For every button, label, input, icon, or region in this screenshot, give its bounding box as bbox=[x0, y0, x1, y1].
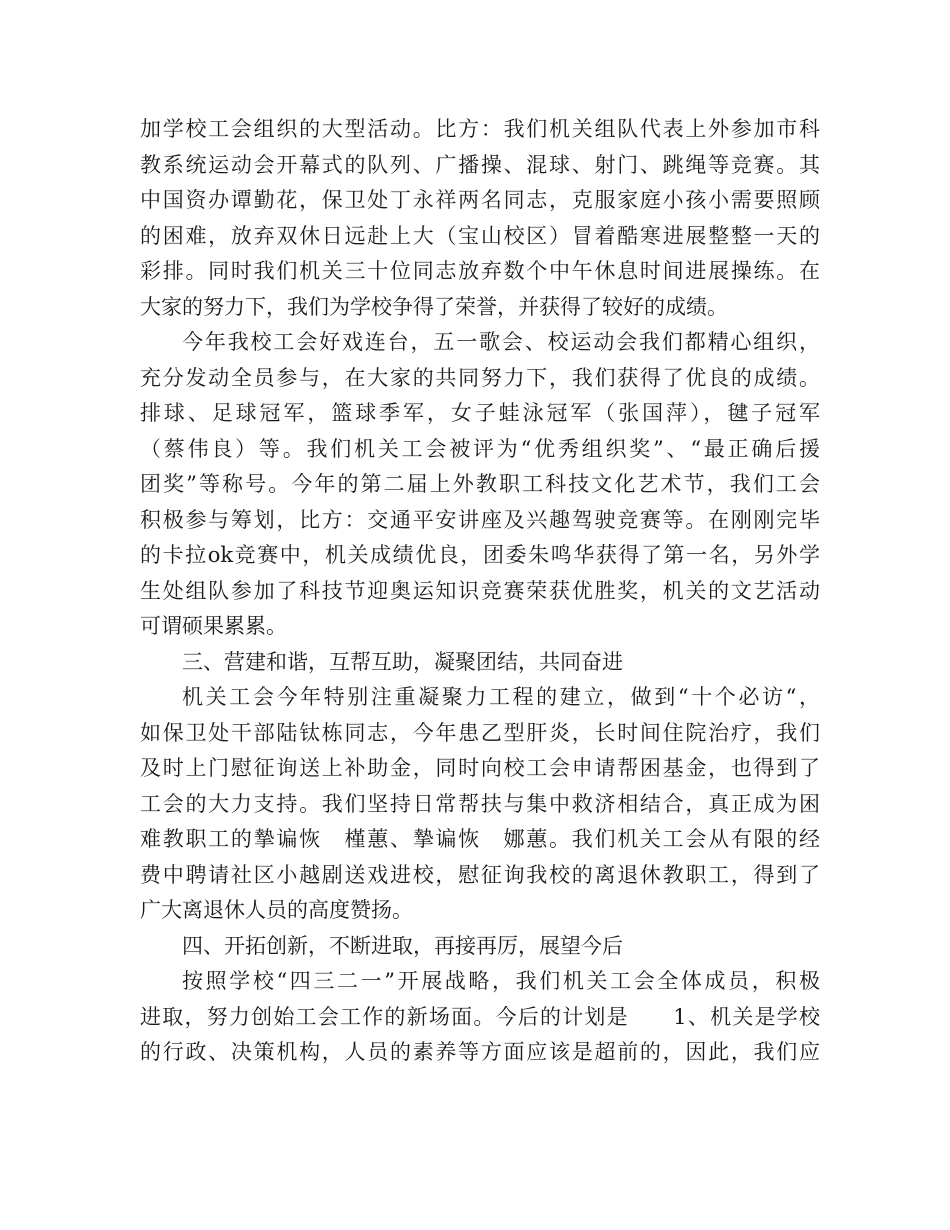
text-line: 三、营建和谐，互帮互助，凝聚团结，共同奋进 bbox=[182, 649, 623, 674]
text-line: 积极参与筹划，比方：交通平安讲座及兴趣驾驶竞赛等。在刚刚完毕 bbox=[140, 507, 820, 532]
text-line: 排球、足球冠军，篮球季军，女子蛙泳冠军（张国萍），毽子冠军 bbox=[140, 401, 820, 425]
text-line: 广大离退休人员的高度赞扬。 bbox=[140, 898, 413, 922]
text-line: 如保卫处干部陆钛栋同志，今年患乙型肝炎，长时间住院治疗，我们 bbox=[140, 720, 820, 745]
text-line: 费中聘请社区小越剧送戏进校，慰征询我校的离退休教职工，得到了 bbox=[140, 862, 820, 887]
text-line: 的困难，放弃双休日远赴上大（宝山校区）冒着酷寒进展整整一天的 bbox=[140, 223, 820, 248]
text-line: 的卡拉ok竞赛中，机关成绩优良，团委朱鸣华获得了第一名，另外学 bbox=[140, 543, 820, 567]
text-line: 工会的大力支持。我们坚持日常帮扶与集中救济相结合，真正成为困 bbox=[140, 791, 820, 816]
text-line: 可谓硕果累累。 bbox=[140, 614, 287, 638]
text-line: 四、开拓创新，不断进取，再接再厉，展望今后 bbox=[182, 933, 623, 958]
text-line: 按照学校“四三二一”开展战略，我们机关工会全体成员，积极 bbox=[182, 969, 820, 993]
document-body bbox=[140, 112, 820, 1071]
text-line: （蔡伟良）等。我们机关工会被评为“优秀组织奖”、“最正确后援 bbox=[140, 436, 820, 461]
text-line: 大家的努力下，我们为学校争得了荣誉，并获得了较好的成绩。 bbox=[140, 294, 728, 319]
text-line: 彩排。同时我们机关三十位同志放弃数个中午休息时间进展操练。在 bbox=[140, 259, 820, 283]
text-line: 及时上门慰征询送上补助金，同时向校工会申请帮困基金，也得到了 bbox=[140, 756, 820, 780]
text-line: 团奖”等称号。今年的第二届上外教职工科技文化艺术节，我们工会 bbox=[140, 472, 820, 496]
text-line: 教系统运动会开幕式的队列、广播操、混球、射门、跳绳等竞赛。其 bbox=[140, 152, 820, 177]
text-line: 充分发动全员参与，在大家的共同努力下，我们获得了优良的成绩。 bbox=[140, 365, 820, 390]
text-line: 进取，努力创始工会工作的新场面。今后的计划是 1、机关是学校 bbox=[140, 1004, 820, 1029]
text-line: 加学校工会组织的大型活动。比方：我们机关组队代表上外参加市科 bbox=[140, 117, 820, 141]
text-line: 今年我校工会好戏连台，五一歌会、校运动会我们都精心组织， bbox=[182, 330, 820, 354]
text-line: 中国资办谭勤花，保卫处丁永祥两名同志，克服家庭小孩小需要照顾 bbox=[140, 188, 820, 212]
text-line: 的行政、决策机构，人员的素养等方面应该是超前的，因此，我们应 bbox=[140, 1040, 820, 1064]
text-line: 难教职工的摯谝恢 槿蕙、摯谝恢 娜蕙。我们机关工会从有限的经 bbox=[140, 827, 820, 851]
text-line: 机关工会今年特别注重凝聚力工程的建立，做到“十个必访“， bbox=[182, 685, 820, 709]
text-line: 生处组队参加了科技节迎奥运知识竞赛荣获优胜奖，机关的文艺活动 bbox=[140, 578, 820, 603]
